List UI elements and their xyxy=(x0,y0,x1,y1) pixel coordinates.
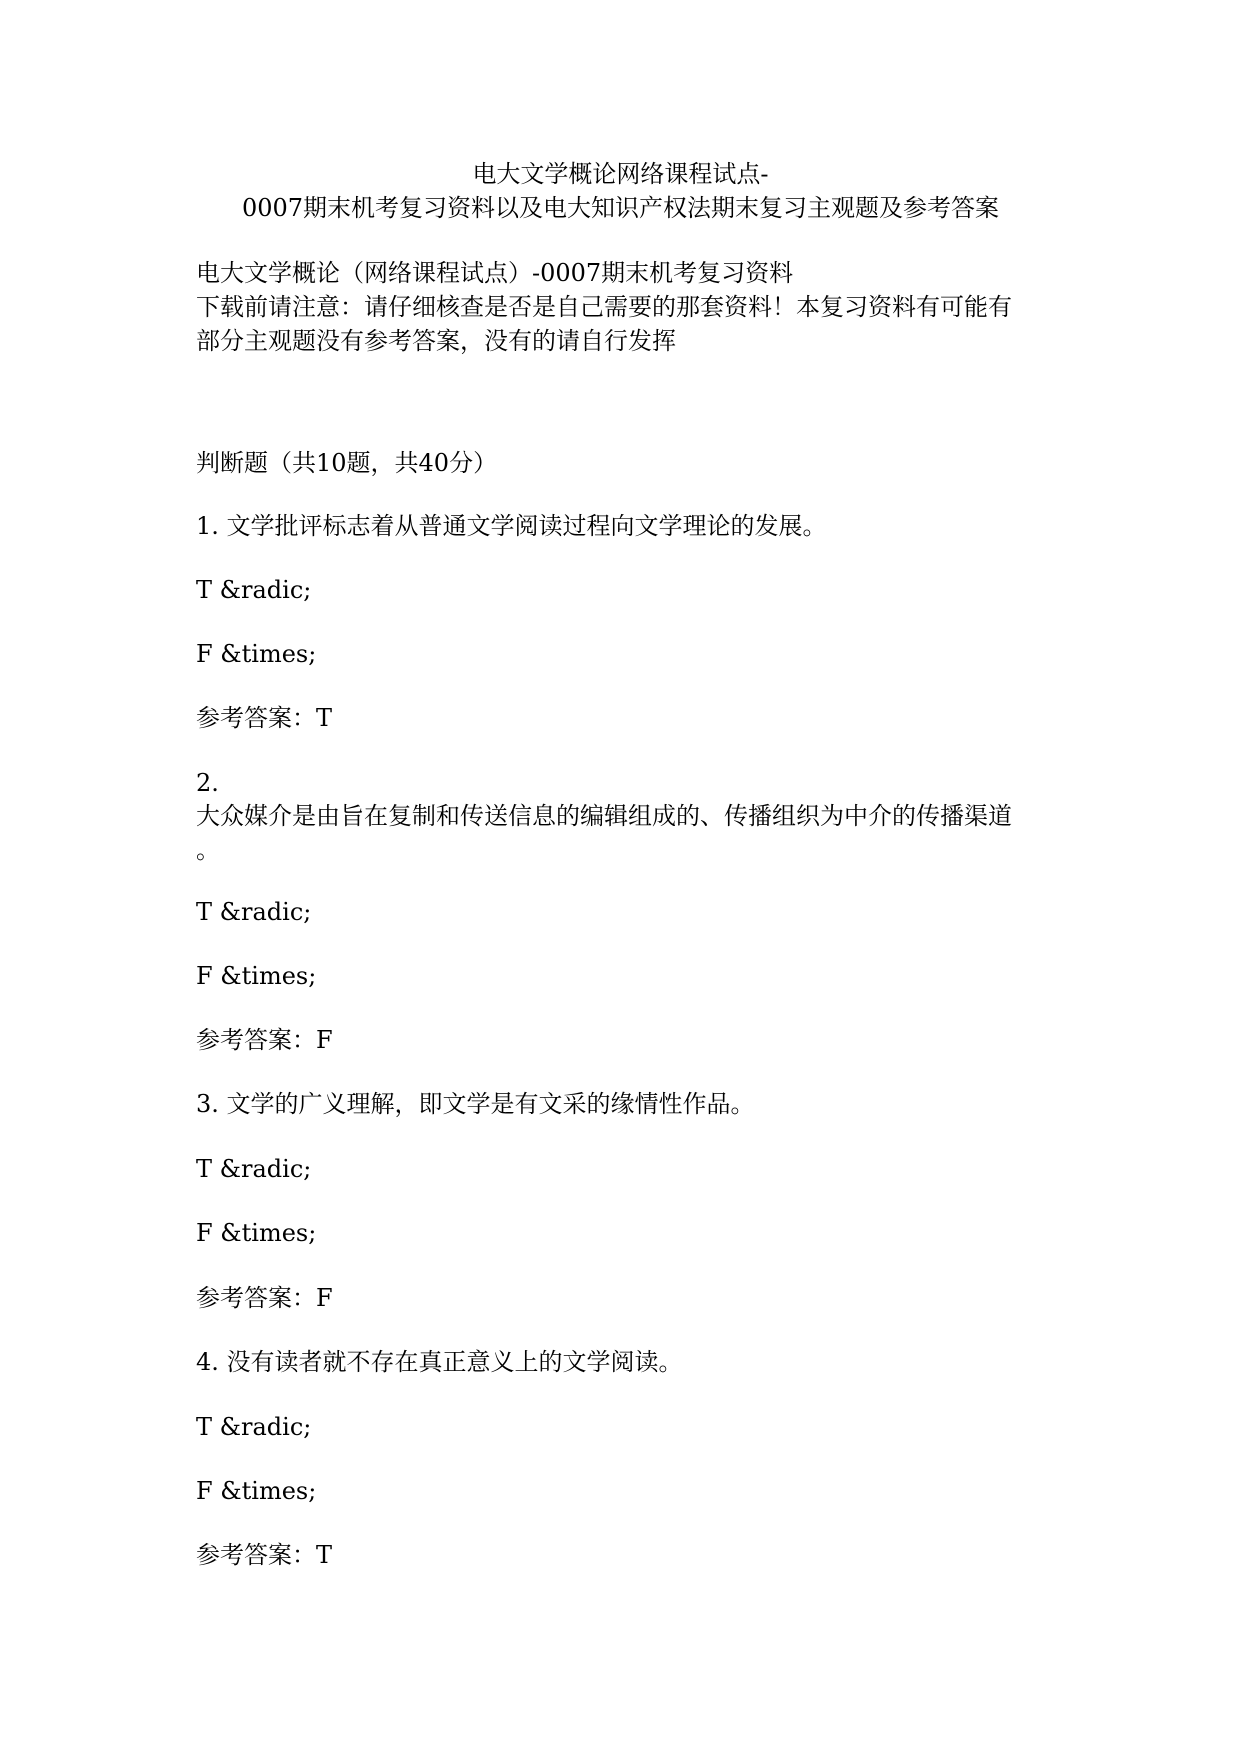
question-4-text: 4. 没有读者就不存在真正意义上的文学阅读。 xyxy=(196,1348,683,1376)
section-heading: 判断题（共10题，共40分） xyxy=(196,449,498,477)
question-2-text-tail: 。 xyxy=(196,836,220,864)
question-2-answer: 参考答案：F xyxy=(196,1026,333,1054)
question-2-number: 2. xyxy=(196,769,219,797)
question-4-option-f: F &times; xyxy=(196,1477,317,1505)
question-3-option-t: T &radic; xyxy=(196,1155,312,1183)
question-3-text: 3. 文学的广义理解，即文学是有文采的缘情性作品。 xyxy=(196,1090,755,1118)
document-title-line-2: 0007期末机考复习资料以及电大知识产权法期末复习主观题及参考答案 xyxy=(241,194,1000,222)
question-2-option-t: T &radic; xyxy=(196,898,312,926)
intro-line-1: 电大文学概论（网络课程试点）-0007期末机考复习资料 xyxy=(196,259,794,287)
question-1-option-t: T &radic; xyxy=(196,576,312,604)
document-title-line-1: 电大文学概论网络课程试点- xyxy=(472,160,769,188)
question-1-text: 1. 文学批评标志着从普通文学阅读过程向文学理论的发展。 xyxy=(196,512,827,540)
question-1-option-f: F &times; xyxy=(196,640,317,668)
question-3-answer: 参考答案：F xyxy=(196,1284,333,1312)
question-4-answer: 参考答案：T xyxy=(196,1541,333,1569)
question-2-option-f: F &times; xyxy=(196,962,317,990)
question-2-text: 大众媒介是由旨在复制和传送信息的编辑组成的、传播组织为中介的传播渠道 xyxy=(196,802,1012,830)
question-4-option-t: T &radic; xyxy=(196,1413,312,1441)
question-1-answer: 参考答案：T xyxy=(196,704,333,732)
intro-paragraph xyxy=(196,256,1056,358)
intro-line-3: 部分主观题没有参考答案，没有的请自行发挥 xyxy=(196,327,676,355)
question-3-option-f: F &times; xyxy=(196,1219,317,1247)
intro-line-2: 下载前请注意：请仔细核查是否是自己需要的那套资料！本复习资料有可能有 xyxy=(196,293,1012,321)
